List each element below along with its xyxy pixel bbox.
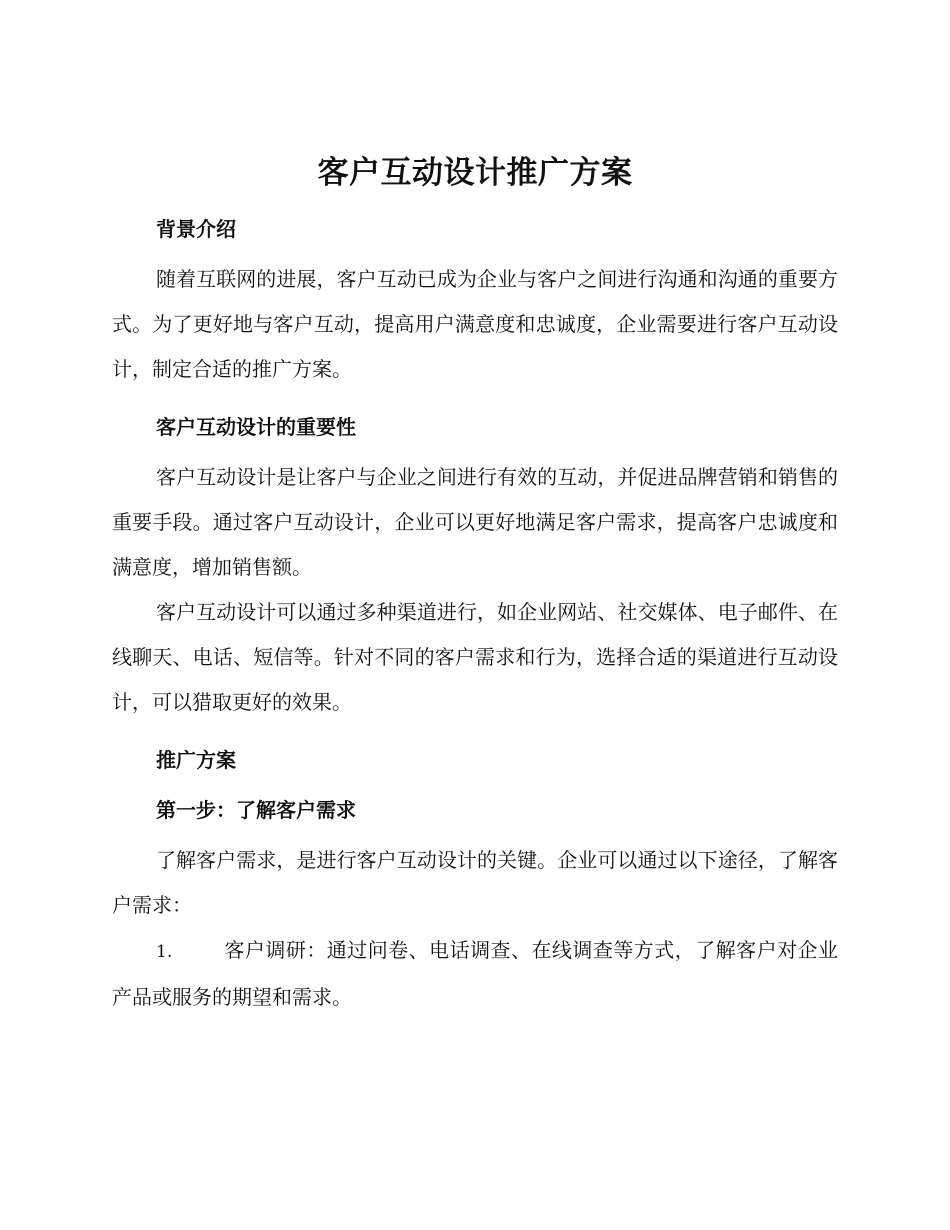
paragraph-importance-2: 客户互动设计可以通过多种渠道进行，如企业网站、社交媒体、电子邮件、在线聊天、电话、短信等。针对不同的客户需求和行为，选择合适的渠道进行互动设计，可以猎取更好的效果。: [112, 600, 838, 714]
paragraph-importance-1: 客户互动设计是让客户与企业之间进行有效的互动，并促进品牌营销和销售的重要手段。通过客户互动设计，企业可以更好地满足客户需求，提高客户忠诚度和满意度，增加销售额。: [112, 465, 838, 579]
section-heading-plan: 推广方案: [156, 748, 236, 772]
list-item-number: 1.: [156, 942, 173, 962]
document-title: 客户互动设计推广方案: [317, 155, 633, 191]
paragraph-background: 随着互联网的进展，客户互动已成为企业与客户之间进行沟通和沟通的重要方式。为了更好地与客户互动，提高用户满意度和忠诚度，企业需要进行客户互动设计，制定合适的推广方案。: [112, 267, 838, 381]
list-item-text: 客户调研：通过问卷、电话调查、在线调查等方式，了解客户对企业产品或服务的期望和需求。: [112, 938, 838, 1009]
section-heading-background: 背景介绍: [156, 217, 236, 241]
section-heading-importance: 客户互动设计的重要性: [156, 415, 356, 439]
list-item: [112, 928, 838, 1020]
paragraph-step-1: 了解客户需求，是进行客户互动设计的关键。企业可以通过以下途径，了解客户需求：: [112, 848, 838, 917]
step-heading-1: 第一步：了解客户需求: [156, 798, 356, 822]
